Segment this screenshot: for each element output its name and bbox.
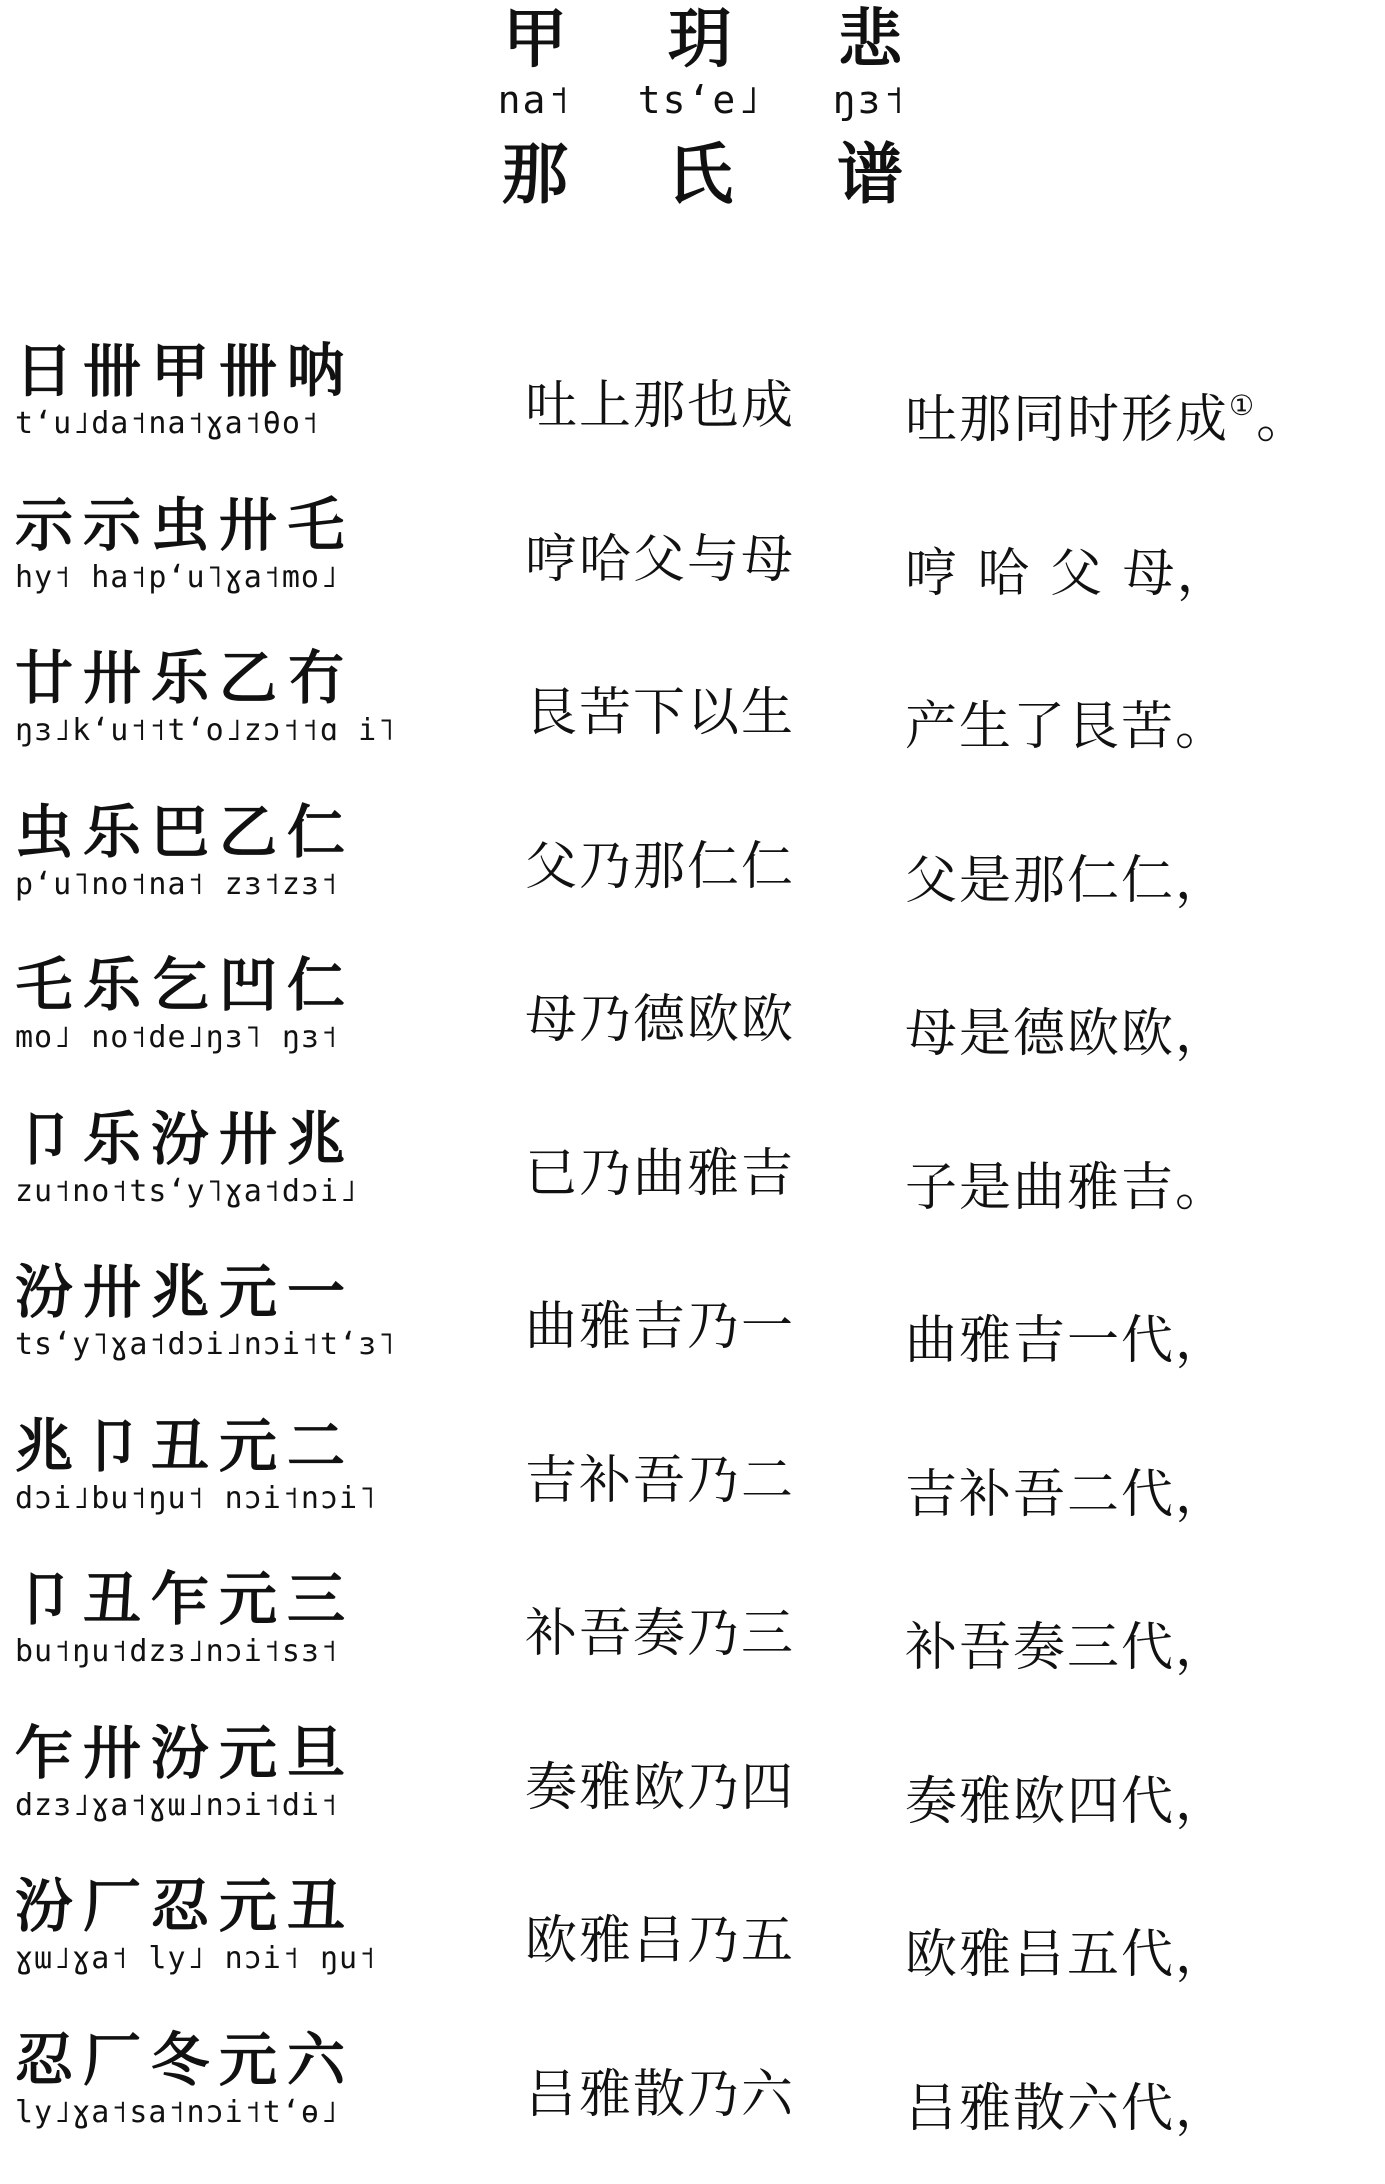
title-chinese-char: 那 — [502, 136, 568, 213]
translation-text: 哼 哈 父 母 — [905, 543, 1177, 604]
ipa-transcription: ɣɯ˩ɣa˦ ly˩ nɔi˦ ŋu˦ — [15, 1941, 378, 1976]
end-punctuation: 。 — [1175, 697, 1230, 757]
word-transliteration: 奏雅欧乃四 — [525, 1757, 796, 1818]
title-chinese-char: 氏 — [667, 136, 733, 213]
original-script-block — [15, 336, 445, 442]
translation-text: 曲雅吉一代 — [905, 1311, 1176, 1371]
footnote-mark: ① — [1229, 389, 1257, 422]
original-script-block — [15, 2025, 445, 2131]
original-glyphs: 虫乐巴乙仁 — [15, 797, 356, 866]
free-translation — [905, 1603, 1229, 1679]
title-ipa: ŋɜ˦ — [832, 78, 908, 122]
title-chinese-char: 谱 — [837, 136, 903, 213]
verse-row — [0, 2019, 1385, 2173]
free-translation — [905, 1143, 1229, 1219]
title-ipa: tsʻe˩ — [637, 78, 763, 122]
original-glyphs: 卩乐汾卅兆 — [15, 1104, 356, 1173]
ipa-transcription: zu˦no˦tsʻy˥ɣa˦dɔi˩ — [15, 1173, 359, 1209]
original-script-block — [15, 1564, 445, 1670]
translation-text: 产生了艮苦 — [905, 697, 1176, 757]
ipa-transcription: pʻu˥no˦na˦ zɜ˦zɜ˦ — [15, 866, 340, 902]
word-transliteration: 吉补吾乃二 — [525, 1450, 796, 1511]
word-transliteration: 补吾奏乃三 — [525, 1604, 796, 1664]
free-translation — [905, 375, 1310, 451]
ipa-transcription: dɔi˩bu˦ŋu˦ nɔi˦nɔi˥ — [15, 1480, 378, 1516]
verse-row — [0, 1098, 1385, 1252]
translation-text: 补吾奏三代 — [905, 1618, 1176, 1678]
end-punctuation: ， — [1175, 850, 1230, 911]
end-punctuation: 。 — [1256, 390, 1311, 450]
end-punctuation: ， — [1175, 1004, 1230, 1064]
word-transliteration: 吐上那也成 — [525, 376, 796, 436]
original-glyphs: 兆卩丑元二 — [15, 1411, 356, 1480]
original-glyphs: 廿卅乐乙冇 — [15, 644, 356, 712]
original-script-block — [15, 950, 445, 1056]
verse-row — [0, 1865, 1385, 2019]
translation-text: 母是德欧欧 — [905, 1004, 1176, 1064]
original-glyphs: 汾卅兆元一 — [15, 1258, 356, 1326]
end-punctuation: 。 — [1175, 1157, 1230, 1218]
ipa-transcription: dzɜ˩ɣa˦ɣɯ˩nɔi˦di˦ — [15, 1787, 340, 1823]
end-punctuation: ， — [1175, 2078, 1230, 2139]
free-translation — [905, 2064, 1229, 2140]
ipa-transcription: bu˦ŋu˦dzɜ˩nɔi˦sɜ˦ — [15, 1634, 340, 1669]
translation-text: 父是那仁仁 — [905, 850, 1176, 911]
original-script-block — [15, 490, 445, 596]
word-transliteration: 已乃曲雅吉 — [525, 1143, 796, 1204]
original-glyphs: 乍卅汾元旦 — [15, 1718, 356, 1787]
word-transliteration: 欧雅吕乃五 — [525, 1911, 796, 1971]
ipa-transcription: hy˦ ha˦pʻu˥ɣa˦mo˩ — [15, 559, 340, 595]
original-script-block — [15, 643, 445, 749]
verse-row — [0, 1405, 1385, 1559]
end-punctuation: ， — [1175, 1311, 1230, 1371]
original-glyphs: 汾厂忍元丑 — [15, 1872, 356, 1940]
ipa-transcription: tsʻy˥ɣa˦dɔi˩nɔi˦tʻɜ˥ — [15, 1327, 397, 1362]
verse-row — [0, 1251, 1385, 1405]
title-column — [635, 0, 765, 218]
verse-row — [0, 637, 1385, 791]
word-transliteration: 吕雅散乃六 — [525, 2064, 796, 2125]
end-punctuation: ， — [1175, 1771, 1230, 1832]
free-translation — [905, 529, 1231, 605]
original-script-block — [15, 1104, 445, 1210]
word-transliteration: 曲雅吉乃一 — [525, 1297, 796, 1357]
verse-row — [0, 330, 1385, 484]
end-punctuation: ， — [1175, 1925, 1230, 1985]
free-translation — [905, 989, 1229, 1065]
free-translation — [905, 1450, 1229, 1526]
verse-list — [0, 330, 1385, 2172]
title-column — [805, 0, 935, 218]
verse-row — [0, 944, 1385, 1098]
verse-row — [0, 791, 1385, 945]
title-original-glyph: 玥 — [668, 3, 732, 77]
verse-row — [0, 1558, 1385, 1712]
end-punctuation: ， — [1175, 1464, 1230, 1525]
word-transliteration: 艮苦下以生 — [525, 683, 796, 743]
translation-text: 吉补吾二代 — [905, 1464, 1176, 1525]
original-glyphs: 示示虫卅乇 — [15, 490, 356, 559]
title-ipa: na˦ — [497, 78, 573, 122]
ipa-transcription: mo˩ no˦de˩ŋɜ˥ ŋɜ˦ — [15, 1020, 340, 1055]
translation-text: 欧雅吕五代 — [905, 1925, 1176, 1985]
translation-text: 子是曲雅吉 — [905, 1157, 1176, 1218]
original-script-block — [15, 1257, 445, 1363]
free-translation — [905, 682, 1229, 758]
end-punctuation: ， — [1176, 543, 1231, 604]
original-glyphs: 日卌甲卌呐 — [15, 337, 356, 405]
original-script-block — [15, 1718, 445, 1824]
verse-row — [0, 484, 1385, 638]
ipa-transcription: ly˩ɣa˦sa˦nɔi˦tʻɵ˩ — [15, 2094, 340, 2130]
translation-text: 奏雅欧四代 — [905, 1771, 1176, 1832]
original-glyphs: 忍厂冬元六 — [15, 2025, 356, 2094]
translation-text: 吐那同时形成 — [905, 390, 1230, 450]
ipa-transcription: tʻu˩da˦na˦ɣa˦θo˦ — [15, 406, 320, 441]
original-script-block — [15, 1871, 445, 1977]
word-transliteration: 母乃德欧欧 — [525, 990, 796, 1050]
verse-row — [0, 1712, 1385, 1866]
end-punctuation: ， — [1175, 1618, 1230, 1678]
free-translation — [905, 836, 1229, 912]
word-transliteration: 哼哈父与母 — [525, 529, 796, 590]
ipa-transcription: ŋɜ˩kʻu˦˦tʻo˩zɔ˦˦ɑ i˥ — [15, 713, 397, 748]
original-script-block — [15, 1411, 445, 1517]
original-script-block — [15, 797, 445, 903]
title-original-glyph: 悲 — [838, 3, 902, 77]
title-block — [430, 0, 950, 240]
free-translation — [905, 1757, 1229, 1833]
title-original-glyph: 甲 — [503, 3, 567, 77]
free-translation — [905, 1296, 1229, 1372]
word-transliteration: 父乃那仁仁 — [525, 836, 796, 897]
original-glyphs: 乇乐乞凹仁 — [15, 951, 356, 1019]
original-glyphs: 卩丑乍元三 — [15, 1565, 356, 1633]
title-column — [470, 0, 600, 218]
translation-text: 吕雅散六代 — [905, 2078, 1176, 2139]
free-translation — [905, 1910, 1229, 1986]
